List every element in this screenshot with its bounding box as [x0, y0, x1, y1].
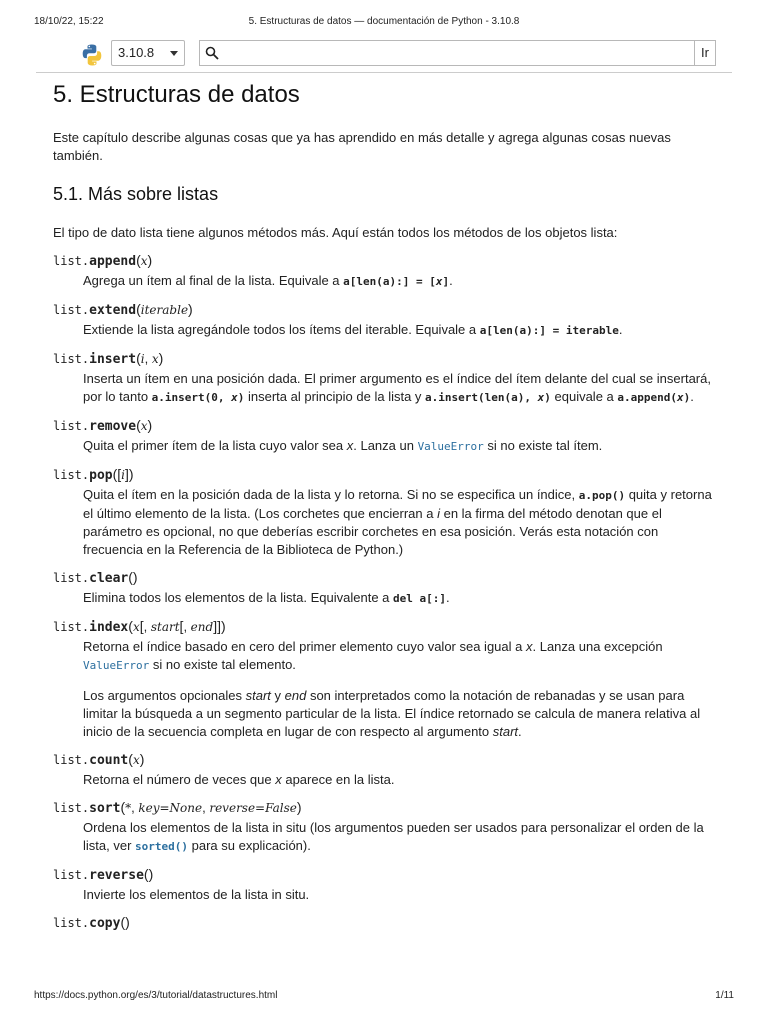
- method-description: Elimina todos los elementos de la lista. Equivalente a del a[:].: [83, 590, 450, 605]
- python-logo-icon[interactable]: [80, 43, 104, 67]
- method-name: extend: [89, 303, 137, 318]
- method-signature: list.sort(*, key=None, reverse=False): [53, 799, 302, 816]
- section-lead: El tipo de dato lista tiene algunos métodos más. Aquí están todos los métodos de los objetos lista:: [53, 225, 618, 240]
- method-count: [53, 750, 715, 789]
- chevron-down-icon: [170, 51, 178, 56]
- method-signature: list.copy(): [53, 914, 130, 931]
- doc-toolbar: [0, 40, 768, 70]
- method-signature: list.reverse(): [53, 866, 154, 883]
- print-header: [0, 16, 768, 30]
- method-description: Inserta un ítem en una posición dada. El primer argumento es el índice del ítem delante del cual se insertará, por lo tanto a.insert(0, x) inserta al principio de la lista y a.insert(len(a), x) equivale a a.append(x).: [83, 371, 711, 404]
- method-signature: list.index(x[, start[, end]]): [53, 618, 226, 635]
- method-description: Quita el primer ítem de la lista cuyo valor sea x. Lanza un ValueError si no existe tal ítem.: [83, 438, 603, 453]
- method-description: Ordena los elementos de la lista in situ (los argumentos pueden ser usados para personalizar el orden de la lista, ver sorted() para su explicación).: [83, 820, 704, 853]
- method-description: Extiende la lista agregándole todos los ítems del iterable. Equivale a a[len(a):] = iterable.: [83, 322, 623, 337]
- method-insert: [53, 349, 715, 407]
- method-description: Quita el ítem en la posición dada de la lista y lo retorna. Si no se especifica un índice, a.pop() quita y retorna el último elemento de la lista. (Los corchetes que encierran a i en la firma del método denotan que el parámetro es opcional, no que deberías escribir corchetes en esa posición. Verás esta notación con frecuencia en la Referencia de la Biblioteca de Python.): [83, 487, 712, 557]
- method-reverse: [53, 865, 715, 904]
- version-select-value: 3.10.8: [118, 45, 155, 60]
- page-title: 5. Estructuras de datos: [53, 81, 300, 108]
- method-index: [53, 617, 715, 741]
- search-box: [199, 40, 695, 66]
- method-name: remove: [89, 419, 137, 434]
- print-footer: [0, 990, 768, 1004]
- valueerror-link[interactable]: ValueError: [417, 440, 484, 453]
- print-doc-title: 5. Estructuras de datos — documentación de Python - 3.10.8: [248, 16, 520, 27]
- print-datetime: 18/10/22, 15:22: [34, 16, 104, 27]
- method-name: copy: [89, 916, 121, 931]
- main-content: [53, 76, 715, 933]
- method-name: clear: [89, 571, 129, 586]
- method-signature: list.insert(i, x): [53, 350, 164, 367]
- version-select[interactable]: [111, 40, 185, 66]
- method-append: [53, 251, 715, 291]
- method-name: count: [89, 753, 129, 768]
- method-name: sort: [89, 801, 121, 816]
- header-divider: [36, 72, 732, 73]
- valueerror-link[interactable]: ValueError: [83, 659, 150, 672]
- sorted-link[interactable]: sorted(): [135, 840, 188, 853]
- method-signature: list.remove(x): [53, 417, 153, 434]
- method-signature: list.pop([i]): [53, 466, 134, 483]
- method-signature: list.append(x): [53, 252, 153, 269]
- method-description: Retorna el número de veces que x aparece en la lista.: [83, 772, 395, 787]
- method-signature: list.clear(): [53, 569, 138, 586]
- intro-paragraph: Este capítulo describe algunas cosas que ya has aprendido en más detalle y agrega algunas cosas nuevas también.: [53, 130, 671, 163]
- method-signature: list.extend(iterable): [53, 301, 193, 318]
- method-remove: [53, 416, 715, 456]
- method-description: Invierte los elementos de la lista in situ.: [83, 887, 310, 902]
- method-name: index: [89, 620, 129, 635]
- method-name: pop: [89, 468, 113, 483]
- method-pop: [53, 465, 715, 559]
- method-name: reverse: [89, 868, 144, 883]
- method-name: append: [89, 254, 137, 269]
- method-name: insert: [89, 352, 137, 367]
- method-sort: [53, 798, 715, 856]
- section-title: 5.1. Más sobre listas: [53, 184, 219, 204]
- method-description: Agrega un ítem al final de la lista. Equivale a a[len(a):] = [x].: [83, 273, 453, 288]
- search-input[interactable]: [224, 43, 688, 65]
- search-go-button[interactable]: Ir: [694, 40, 716, 66]
- method-signature: list.count(x): [53, 751, 145, 768]
- print-url: https://docs.python.org/es/3/tutorial/datastructures.html: [34, 990, 278, 1001]
- method-description: Retorna el índice basado en cero del primer elemento cuyo valor sea igual a x. Lanza una excepción ValueError si no existe tal elemento. Los argumentos opcionales start y end son interpretados como la notación de rebanadas y se usan para limitar la búsqueda a un segmento particular de la lista. El índice retornado se calcula de manera relativa al inicio de la secuencia completa en lugar de con respecto al argumento start.: [83, 639, 701, 739]
- page-number: 1/11: [715, 990, 734, 1001]
- method-clear: [53, 568, 715, 608]
- search-icon: [205, 46, 219, 60]
- method-extend: [53, 300, 715, 340]
- method-copy: [53, 913, 715, 933]
